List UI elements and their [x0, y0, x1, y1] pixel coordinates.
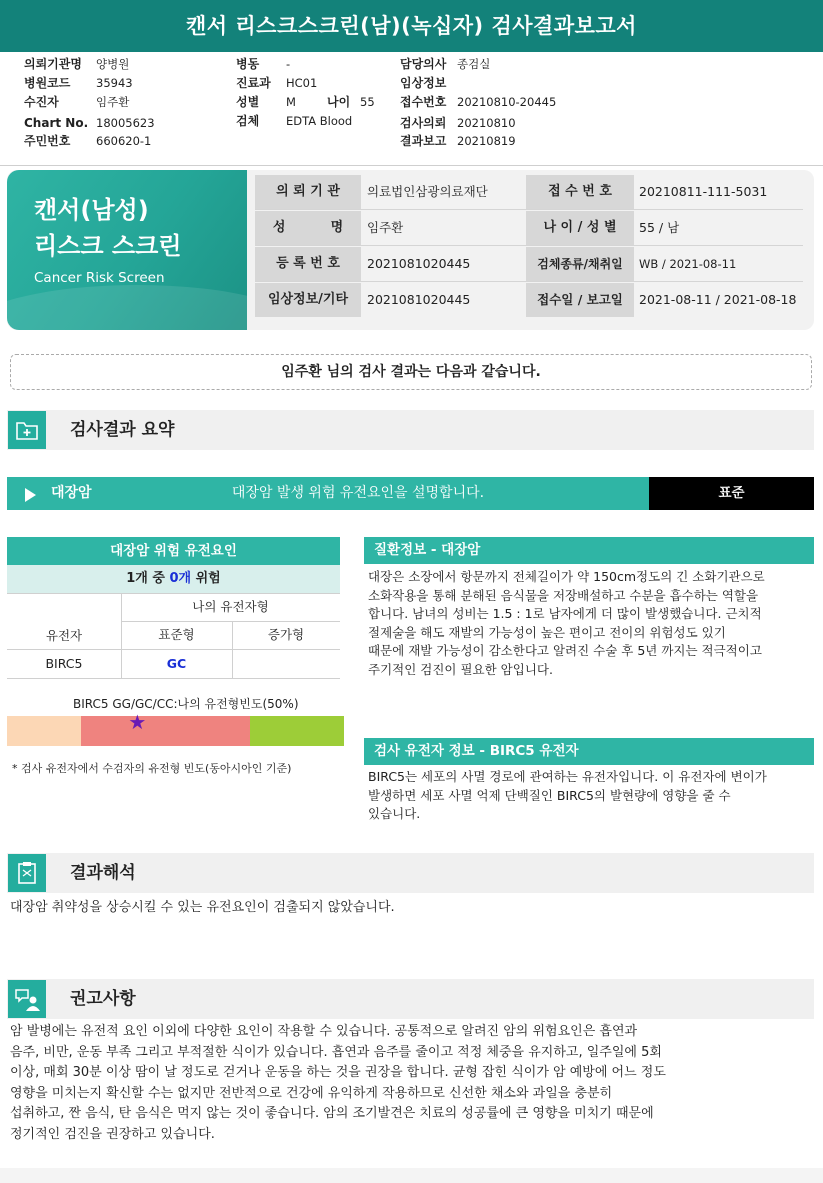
page-footer	[0, 1168, 823, 1183]
info-row: 등 록 번 호 2021081020445 검체종류/채취일 WB / 2021-08-11	[255, 246, 803, 282]
risk-result-badge: 표준	[649, 477, 814, 510]
header-field-specimen: 검체 EDTA Blood	[236, 114, 353, 128]
cancer-result-bar: 대장암 발생 위험 유전요인을 설명합니다. 대장암	[7, 477, 649, 510]
interpretation-text: 대장암 취약성을 상승시킬 수 있는 유전요인이 검출되지 않았습니다.	[10, 900, 395, 915]
doctor-consult-icon	[8, 980, 46, 1018]
header-field-clinical-info: 임상정보	[400, 76, 447, 90]
star-icon: ★	[128, 710, 147, 734]
header-field-sex: 성별 M	[236, 95, 296, 109]
header-field-receipt-no: 접수번호 20210810-20445	[400, 95, 557, 109]
info-row: 임상정보/기타 2021081020445 접수일 / 보고일 2021-08-11 / 2021-08-18	[255, 282, 803, 318]
section-recommendation: 권고사항	[7, 979, 814, 1019]
clipboard-dna-icon	[8, 854, 46, 892]
genotype-frequency-label: BIRC5 GG/GC/CC:나의 유전형빈도(50%)	[73, 697, 299, 711]
folder-plus-icon	[8, 411, 46, 449]
report-header	[0, 52, 823, 166]
header-field-doctor: 담당의사 종검실	[400, 57, 491, 71]
frequency-segment-0	[7, 716, 81, 746]
frequency-segment-1	[81, 716, 250, 746]
section-interpretation: 결과해석	[7, 853, 814, 893]
result-intro: 임주환 님의 검사 결과는 다음과 같습니다.	[10, 354, 812, 390]
header-field-report-date: 결과보고 20210819	[400, 134, 516, 148]
my-genotype-standard: GC	[166, 656, 187, 671]
frequency-footnote: * 검사 유전자에서 수검자의 유전형 빈도(동아시아인 기준)	[12, 762, 292, 775]
recommendation-text: 암 발병에는 유전적 요인 이외에 다양한 요인이 작용할 수 있습니다. 공통적으로 알려진 암의 위험요인은 흡연과 음주, 비만, 운동 부족 그리고 부적절한 식이가 있습니다. 흡연과 음주를 줄이고 적정 체중을 유지하고, 일주일에 5회 이상, 매회 30분 이상 땀이 날 정도로 걷거나 운동을 하는 것을 권장을 합니다. 균형 잡힌 식이가 암 예방에 어느 정도 영향을 미치는지 확신할 수는 없지만 전반적으로 건강에 유익하게 작용하므로 신선한 채소와 과일을 충분히 섭취하고, 짠 음식, 탄 음식은 먹지 않는 것이 좋습니다. 암의 조기발견은 치료의 성공률에 큰 영향을 미치기 때문에 정기적인 검진을 권장하고 있습니다.	[10, 1024, 666, 1142]
header-field-hospital-code: 병원코드 35943	[24, 76, 133, 90]
gene-info-text: BIRC5는 세포의 사멸 경로에 관여하는 유전자입니다. 이 유전자에 변이가 발생하면 세포 사멸 억제 단백질인 BIRC5의 발현량에 영향을 줄 수 있습니다.	[368, 769, 767, 822]
header-field-resident-no: 주민번호 660620-1	[24, 134, 152, 148]
header-field-department: 진료과 HC01	[236, 76, 318, 90]
genotype-frequency-bar	[7, 716, 344, 746]
header-field-patient: 수진자 임주환	[24, 95, 130, 109]
info-row: 성 명 임주환 나 이 / 성 별 55 / 남	[255, 210, 803, 246]
disease-info-text: 대장은 소장에서 항문까지 전체길이가 약 150cm정도의 긴 소화기관으로 소화작용을 통해 분해된 음식물을 저장배설하고 수분을 흡수하는 역할을 합니다. 남녀의 성비는 1.5 : 1로 남자에게 더 많이 발생했습니다. 근치적 절제술을 해도 재발의 가능성이 높은 편이고 전이의 위험성도 있기 때문에 재발 가능성이 감소한다고 알려진 수술 후 5년 까지는 적극적이고 주기적인 검진이 필요한 암입니다.	[368, 569, 765, 677]
info-row: 의 뢰 기 관 의료법인삼광의료재단 접 수 번 호 20210811-111-5031	[255, 174, 803, 210]
header-field-ward: 병동 -	[236, 57, 291, 71]
header-field-request-date: 검사의뢰 20210810	[400, 116, 516, 130]
header-field-institution: 의뢰기관명 양병원	[24, 57, 130, 71]
frequency-segment-2	[250, 716, 344, 746]
disease-info-title: 질환정보 - 대장암	[364, 537, 814, 564]
header-field-chart-no: Chart No. 18005623	[24, 116, 155, 130]
patient-info-grid	[255, 174, 803, 320]
risk-count: 1개 중 0개 위험	[7, 565, 340, 593]
report-title: 캔서 리스크스크린(남)(녹십자) 검사결과보고서	[0, 0, 823, 52]
cancer-risk-screen-logo: 캔서(남성) 리스크 스크린 Cancer Risk Screen	[7, 170, 247, 330]
gene-name: BIRC5	[45, 656, 83, 671]
header-field-age: 나이 55	[327, 95, 375, 109]
gene-info-title: 검사 유전자 정보 - BIRC5 유전자	[364, 738, 814, 765]
section-summary: 검사결과 요약	[7, 410, 814, 450]
